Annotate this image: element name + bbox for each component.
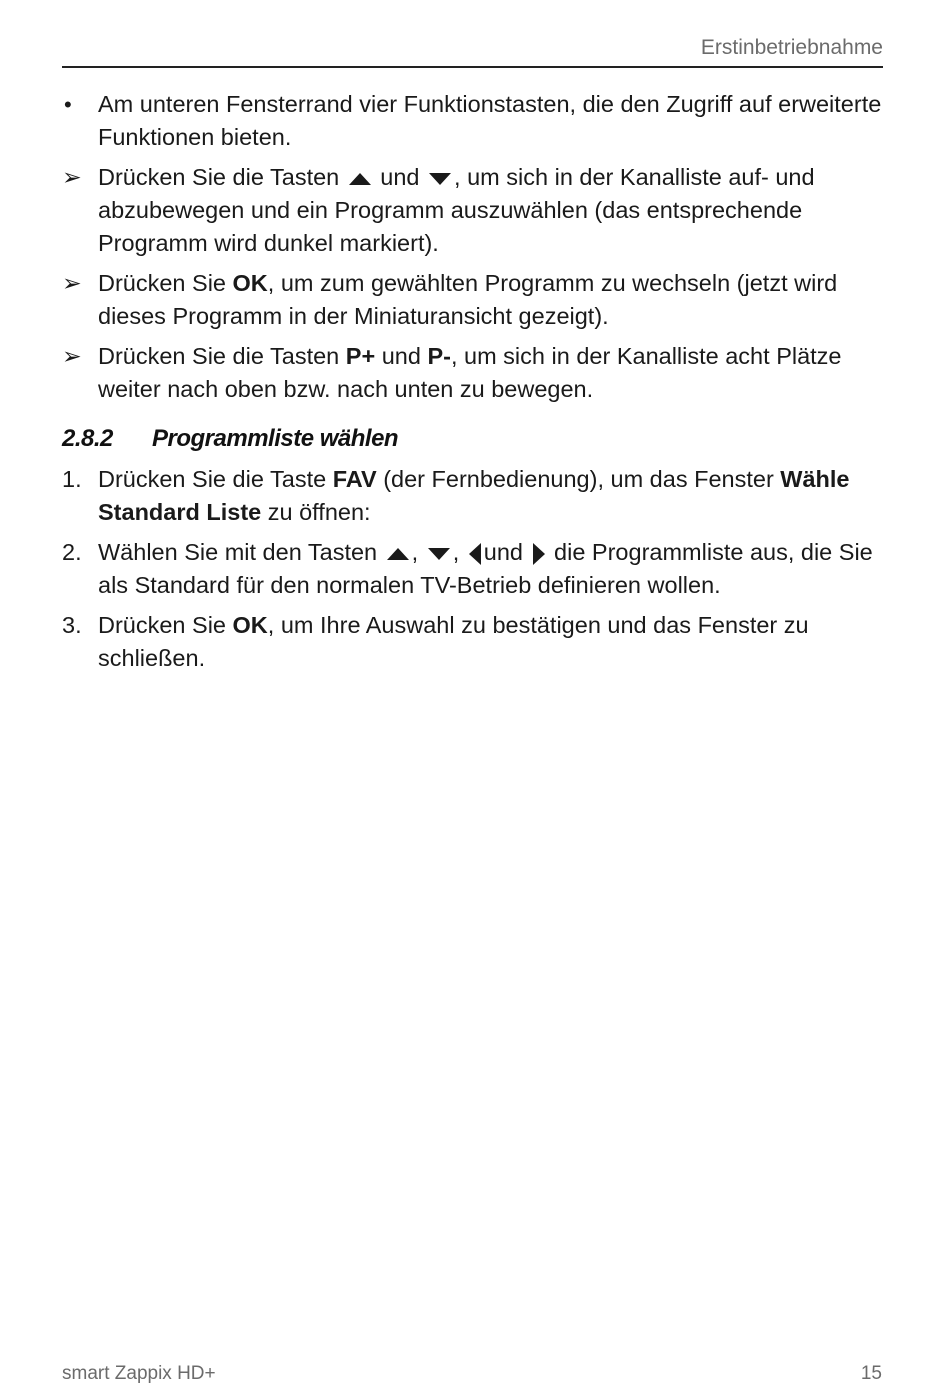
section-number: 2.8.2 bbox=[62, 425, 113, 452]
item-text: die Programmliste aus, die Sie als Standard für den normalen TV-Betrieb definieren wollen. bbox=[98, 539, 873, 598]
step-text: , um sich in der Kanalliste acht Plätze weiter nach oben bzw. nach unten zu bewegen. bbox=[98, 343, 842, 402]
page-number: 15 bbox=[860, 1363, 882, 1384]
key-p-plus: P+ bbox=[345, 343, 376, 369]
key-ok: OK bbox=[232, 612, 268, 638]
triangle-up-icon bbox=[348, 172, 372, 186]
step-text: Drücken Sie die Tasten bbox=[98, 164, 340, 190]
numbered-item bbox=[62, 463, 884, 529]
item-text: und bbox=[483, 539, 523, 565]
separator: , bbox=[411, 539, 419, 565]
bullet-marker: • bbox=[64, 92, 72, 117]
triangle-down-icon bbox=[428, 172, 452, 186]
separator: , bbox=[452, 539, 460, 565]
item-text: Drücken Sie die Taste bbox=[98, 466, 327, 492]
key-fav: FAV bbox=[332, 466, 377, 492]
window-name: Wähle Standard Liste bbox=[98, 466, 850, 525]
item-text: (der Fernbedienung), um das Fenster bbox=[383, 466, 774, 492]
step-text: und bbox=[381, 343, 421, 369]
item-text: Drücken Sie bbox=[98, 612, 226, 638]
section-title: Programmliste wählen bbox=[152, 425, 399, 452]
item-number: 3. bbox=[62, 612, 82, 638]
key-p-minus: P- bbox=[427, 343, 451, 369]
running-header bbox=[62, 36, 883, 68]
step-item bbox=[62, 340, 884, 406]
step-item bbox=[62, 161, 884, 260]
arrow-marker: ➢ bbox=[62, 164, 82, 190]
bullet-text: Am unteren Fensterrand vier Funktionstasten, die den Zugriff auf erweiterte Funktionen bieten. bbox=[98, 91, 882, 150]
item-number: 1. bbox=[62, 466, 82, 492]
key-ok: OK bbox=[232, 270, 268, 296]
step-item bbox=[62, 267, 884, 333]
triangle-up-icon bbox=[386, 547, 410, 561]
item-text: zu öffnen: bbox=[267, 499, 371, 525]
step-text: Drücken Sie die Tasten bbox=[98, 343, 340, 369]
step-text: , um sich in der Kanalliste auf- und abzubewegen und ein Programm auszuwählen (das entsprechende Programm wird dunkel markiert). bbox=[98, 164, 815, 256]
page-content bbox=[62, 88, 884, 682]
step-text: Drücken Sie bbox=[98, 270, 226, 296]
numbered-item bbox=[62, 609, 884, 675]
triangle-down-icon bbox=[427, 547, 451, 561]
item-number: 2. bbox=[62, 539, 82, 565]
step-text: , um zum gewählten Programm zu wechseln (jetzt wird dieses Programm in der Miniaturansicht gezeigt). bbox=[98, 270, 838, 329]
item-text: , um Ihre Auswahl zu bestätigen und das Fenster zu schließen. bbox=[98, 612, 809, 671]
numbered-item bbox=[62, 536, 884, 602]
step-text: und bbox=[380, 164, 420, 190]
footer-product-name: smart Zappix HD+ bbox=[62, 1363, 216, 1384]
triangle-right-icon bbox=[532, 542, 546, 566]
section-heading bbox=[62, 422, 884, 455]
item-text: Wählen Sie mit den Tasten bbox=[98, 539, 378, 565]
arrow-marker: ➢ bbox=[62, 270, 82, 296]
triangle-left-icon bbox=[468, 542, 482, 566]
arrow-marker: ➢ bbox=[62, 343, 82, 369]
header-title: Erstinbetriebnahme bbox=[700, 36, 883, 59]
bullet-item bbox=[62, 88, 884, 154]
